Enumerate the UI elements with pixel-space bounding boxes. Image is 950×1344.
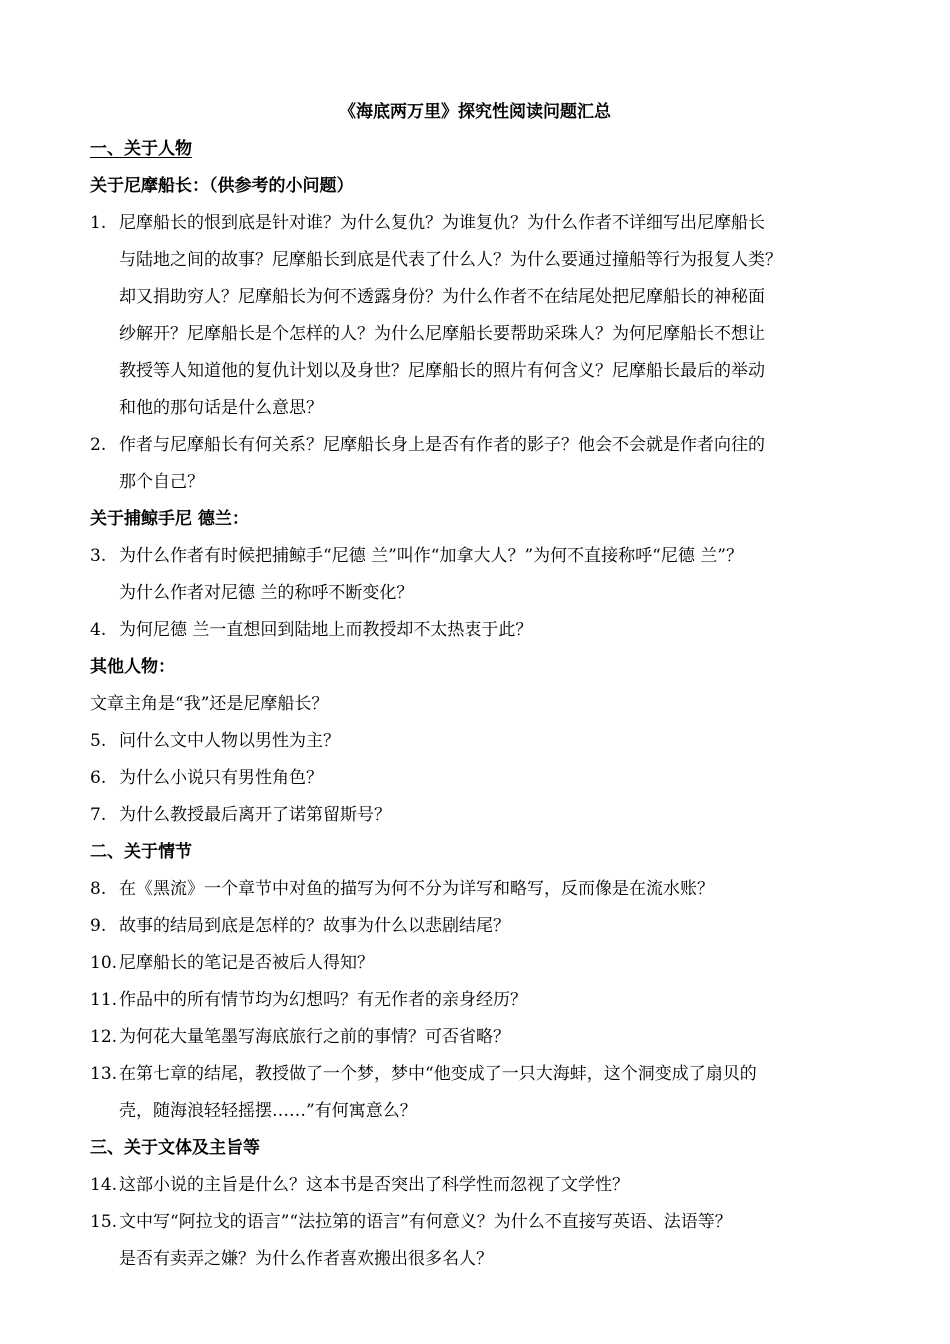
question-text: 作者与尼摩船长有何关系？尼摩船长身上是否有作者的影子？他会不会就是作者向往的 [119, 435, 765, 455]
question-number: 7. [90, 805, 107, 825]
question-number: 10. [90, 953, 118, 973]
plain-text-line: 文章主角是“我”还是尼摩船长？ [90, 694, 329, 714]
question-number: 6. [90, 768, 107, 788]
question-text: 故事的结局到底是怎样的？故事为什么以悲剧结尾？ [119, 916, 510, 936]
section-heading: 一、关于人物 [90, 139, 192, 159]
question-number: 13. [90, 1064, 118, 1084]
question-text: 问什么文中人物以男性为主？ [119, 731, 340, 751]
question-item [90, 538, 890, 575]
question-number: 8. [90, 879, 107, 899]
question-item [90, 205, 890, 242]
question-item [90, 908, 890, 945]
question-item [90, 1019, 890, 1056]
question-number: 1. [90, 213, 107, 233]
question-text-continued: 纱解开？尼摩船长是个怎样的人？为什么尼摩船长要帮助采珠人？为何尼摩船长不想让 [119, 324, 765, 344]
question-text-continued: 壳，随海浪轻轻摇摆……”有何寓意么？ [119, 1101, 417, 1121]
question-text: 在第七章的结尾，教授做了一个梦，梦中“他变成了一只大海蚌，这个洞变成了扇贝的 [119, 1064, 757, 1084]
question-text-continued: 教授等人知道他的复仇计划以及身世？尼摩船长的照片有何含义？尼摩船长最后的举动 [119, 361, 765, 381]
question-text-continued: 为什么作者对尼德 兰的称呼不断变化？ [119, 583, 414, 603]
question-item [90, 723, 890, 760]
question-text: 为何花大量笔墨写海底旅行之前的事情？可否省略？ [119, 1027, 510, 1047]
section-heading: 三、关于文体及主旨等 [90, 1138, 260, 1158]
question-item [90, 945, 890, 982]
question-number: 5. [90, 731, 107, 751]
question-number: 9. [90, 916, 107, 936]
question-text-continued: 与陆地之间的故事？尼摩船长到底是代表了什么人？为什么要通过撞船等行为报复人类？ [119, 250, 782, 270]
question-item [90, 871, 890, 908]
question-item [90, 982, 890, 1019]
question-number: 4. [90, 620, 107, 640]
question-item [90, 1167, 890, 1204]
question-text: 为什么作者有时候把捕鲸手“尼德 兰”叫作“加拿大人？”为何不直接称呼“尼德 兰”？ [119, 546, 743, 566]
section-heading: 其他人物： [90, 657, 175, 677]
question-item [90, 612, 890, 649]
question-text-continued: 是否有卖弄之嫌？为什么作者喜欢搬出很多名人？ [119, 1249, 493, 1269]
question-text-continued: 和他的那句话是什么意思？ [119, 398, 323, 418]
question-text: 尼摩船长的笔记是否被后人得知？ [119, 953, 374, 973]
question-text: 文中写“阿拉戈的语言”“法拉第的语言”有何意义？为什么不直接写英语、法语等？ [119, 1212, 732, 1232]
question-text: 这部小说的主旨是什么？这本书是否突出了科学性而忽视了文学性？ [119, 1175, 629, 1195]
question-number: 3. [90, 546, 107, 566]
question-text: 为什么教授最后离开了诺第留斯号？ [119, 805, 391, 825]
question-item [90, 760, 890, 797]
question-text: 在《黑流》一个章节中对鱼的描写为何不分为详写和略写，反而像是在流水账？ [119, 879, 714, 899]
question-number: 2. [90, 435, 107, 455]
question-item [90, 1204, 890, 1241]
document-body [90, 131, 890, 1278]
question-number: 14. [90, 1175, 118, 1195]
question-number: 15. [90, 1212, 118, 1232]
document-title: 《海底两万里》探究性阅读问题汇总 [339, 102, 611, 122]
section-heading: 二、关于情节 [90, 842, 192, 862]
question-item [90, 797, 890, 834]
question-number: 12. [90, 1027, 118, 1047]
section-heading: 关于捕鲸手尼 德兰： [90, 509, 249, 529]
question-number: 11. [90, 990, 118, 1010]
question-text-continued: 那个自己？ [119, 472, 204, 492]
question-text: 为何尼德 兰一直想回到陆地上而教授却不太热衷于此？ [119, 620, 533, 640]
question-text: 为什么小说只有男性角色？ [119, 768, 323, 788]
section-heading: 关于尼摩船长：（供参考的小问题） [90, 176, 354, 196]
question-item [90, 1056, 890, 1093]
question-item [90, 427, 890, 464]
question-text: 作品中的所有情节均为幻想吗？有无作者的亲身经历？ [119, 990, 527, 1010]
question-text-continued: 却又捐助穷人？尼摩船长为何不透露身份？为什么作者不在结尾处把尼摩船长的神秘面 [119, 287, 765, 307]
question-text: 尼摩船长的恨到底是针对谁？为什么复仇？为谁复仇？为什么作者不详细写出尼摩船长 [119, 213, 765, 233]
